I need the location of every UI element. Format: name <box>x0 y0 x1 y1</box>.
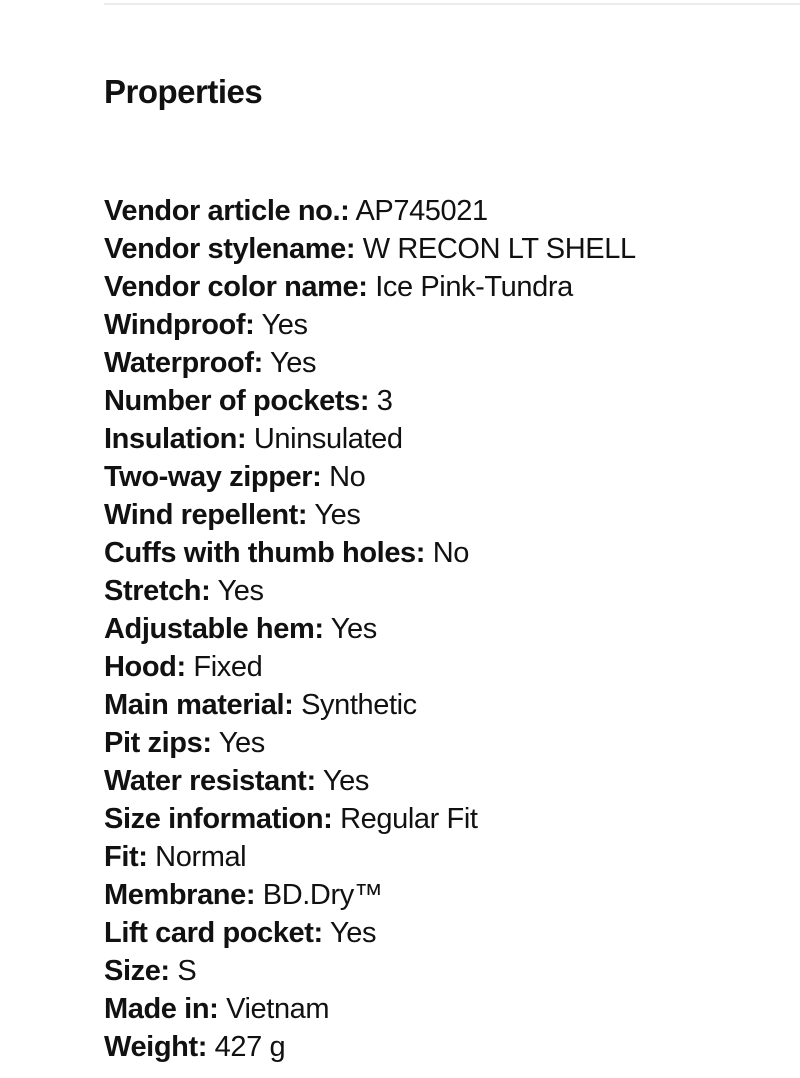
property-label: Cuffs with thumb holes: <box>104 537 426 569</box>
property-row-membrane <box>104 876 636 914</box>
property-value: Uninsulated <box>253 423 403 455</box>
property-row-size-information <box>104 800 636 838</box>
property-value: No <box>432 537 469 569</box>
property-row-main-material <box>104 686 636 724</box>
property-row-adjustable-hem <box>104 610 636 648</box>
property-row-stretch <box>104 572 636 610</box>
property-label: Stretch: <box>104 575 211 607</box>
property-row-two-way-zipper <box>104 458 636 496</box>
property-value: W RECON LT SHELL <box>362 233 636 265</box>
property-row-hood <box>104 648 636 686</box>
property-row-water-resistant <box>104 762 636 800</box>
property-label: Vendor color name: <box>104 271 368 303</box>
property-row-number-of-pockets <box>104 382 636 420</box>
property-label: Fit: <box>104 841 148 873</box>
property-row-fit <box>104 838 636 876</box>
property-label: Size: <box>104 955 170 987</box>
property-row-wind-repellent <box>104 496 636 534</box>
property-label: Insulation: <box>104 423 247 455</box>
property-label: Wind repellent: <box>104 499 308 531</box>
property-value: Yes <box>314 499 361 531</box>
property-row-insulation <box>104 420 636 458</box>
property-value: Yes <box>329 917 377 949</box>
property-row-weight <box>104 1028 636 1066</box>
property-value: Yes <box>269 347 317 379</box>
property-value: Yes <box>218 727 265 759</box>
property-row-size <box>104 952 636 990</box>
property-label: Number of pockets: <box>104 385 370 417</box>
property-value: Yes <box>217 575 264 607</box>
properties-heading: Properties <box>104 73 263 110</box>
properties-list <box>104 192 636 1066</box>
property-row-waterproof <box>104 344 636 382</box>
property-row-cuffs-with-thumb-holes <box>104 534 636 572</box>
property-row-made-in <box>104 990 636 1028</box>
property-label: Adjustable hem: <box>104 613 324 645</box>
property-value: Yes <box>330 613 377 645</box>
property-label: Water resistant: <box>104 765 316 797</box>
property-value: Yes <box>322 765 369 797</box>
property-label: Hood: <box>104 651 186 683</box>
property-label: Two-way zipper: <box>104 461 322 493</box>
property-label: Made in: <box>104 993 219 1025</box>
property-value: Ice Pink-Tundra <box>375 271 573 303</box>
property-label: Vendor stylename: <box>104 233 356 265</box>
property-label: Pit zips: <box>104 727 212 759</box>
property-row-vendor-article-no <box>104 192 636 230</box>
property-row-lift-card-pocket <box>104 914 636 952</box>
property-row-vendor-stylename <box>104 230 636 268</box>
property-label: Waterproof: <box>104 347 263 379</box>
property-label: Size information: <box>104 803 333 835</box>
property-value: Fixed <box>193 651 263 683</box>
property-value: Synthetic <box>301 689 417 721</box>
property-value: AP745021 <box>355 195 488 227</box>
property-label: Weight: <box>104 1031 207 1063</box>
property-row-vendor-color-name <box>104 268 636 306</box>
property-row-windproof <box>104 306 636 344</box>
property-label: Main material: <box>104 689 294 721</box>
property-value: Vietnam <box>226 993 330 1025</box>
property-value: 3 <box>376 385 393 417</box>
property-label: Windproof: <box>104 309 255 341</box>
property-value: S <box>177 955 197 987</box>
property-label: Membrane: <box>104 879 256 911</box>
property-label: Lift card pocket: <box>104 917 323 949</box>
property-row-pit-zips <box>104 724 636 762</box>
property-value: Regular Fit <box>340 803 478 835</box>
property-value: No <box>329 461 366 493</box>
section-divider <box>104 3 800 5</box>
property-value: Yes <box>261 309 308 341</box>
property-label: Vendor article no.: <box>104 195 350 227</box>
property-value: Normal <box>155 841 247 873</box>
property-value: BD.Dry™ <box>262 879 383 911</box>
property-value: 427 g <box>214 1031 286 1063</box>
